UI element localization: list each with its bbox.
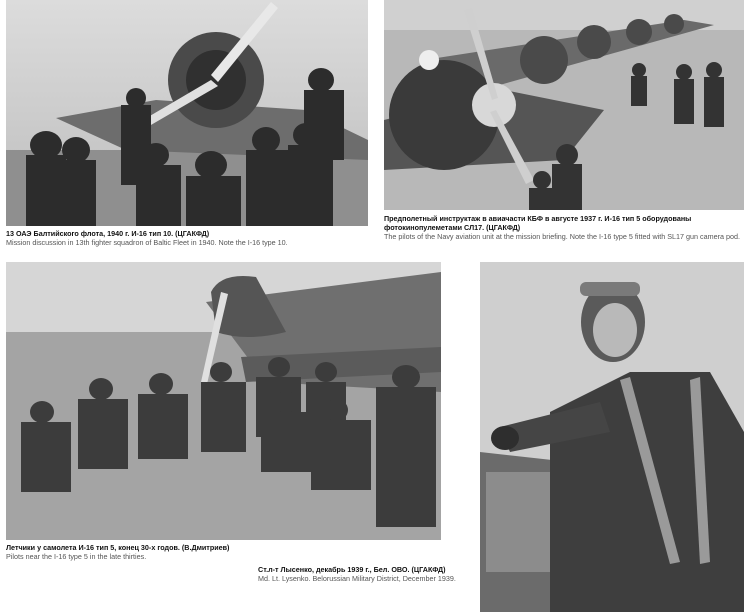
photo-2-caption-ru: Предполетный инструктаж в авиачасти КБФ в августе 1937 г. И-16 тип 5 оборудованы фотокинопулеметами СЛ17. (ЦГАКФД) <box>384 214 692 232</box>
photo-4-caption-en: Md. Lt. Lysenko. Belorussian Military District, December 1939. <box>258 574 456 583</box>
photo-3-caption-en: Pilots near the I-16 type 5 in the late thirties. <box>6 552 147 561</box>
photo-mission-discussion <box>6 0 368 226</box>
photo-pilots-near-aircraft <box>6 262 441 540</box>
photo-2-caption <box>384 214 740 241</box>
photo-3-caption-ru: Летчики у самолета И-16 тип 5, конец 30-х годов. (В.Дмитриев) <box>6 543 230 552</box>
photo-4-caption-ru: Ст.л-т Лысенко, декабрь 1939 г., Бел. ОВО. (ЦГАКФД) <box>258 565 446 574</box>
photo-1-caption <box>6 229 368 247</box>
photo-preflight-briefing <box>384 0 744 210</box>
photo-1-caption-en: Mission discussion in 13th fighter squadron of Baltic Fleet in 1940. Note the I-16 type 10. <box>6 238 288 247</box>
photo-lysenko-portrait <box>480 262 744 612</box>
photo-3-caption <box>6 543 441 561</box>
photo-1-caption-ru: 13 ОАЭ Балтийского флота, 1940 г. И-16 тип 10. (ЦГАКФД) <box>6 229 210 238</box>
photo-2-caption-en: The pilots of the Navy aviation unit at the mission briefing. Note the I-16 type 5 fitted with SL17 gun camera pod. <box>384 232 740 241</box>
photo-4-caption <box>258 565 470 583</box>
